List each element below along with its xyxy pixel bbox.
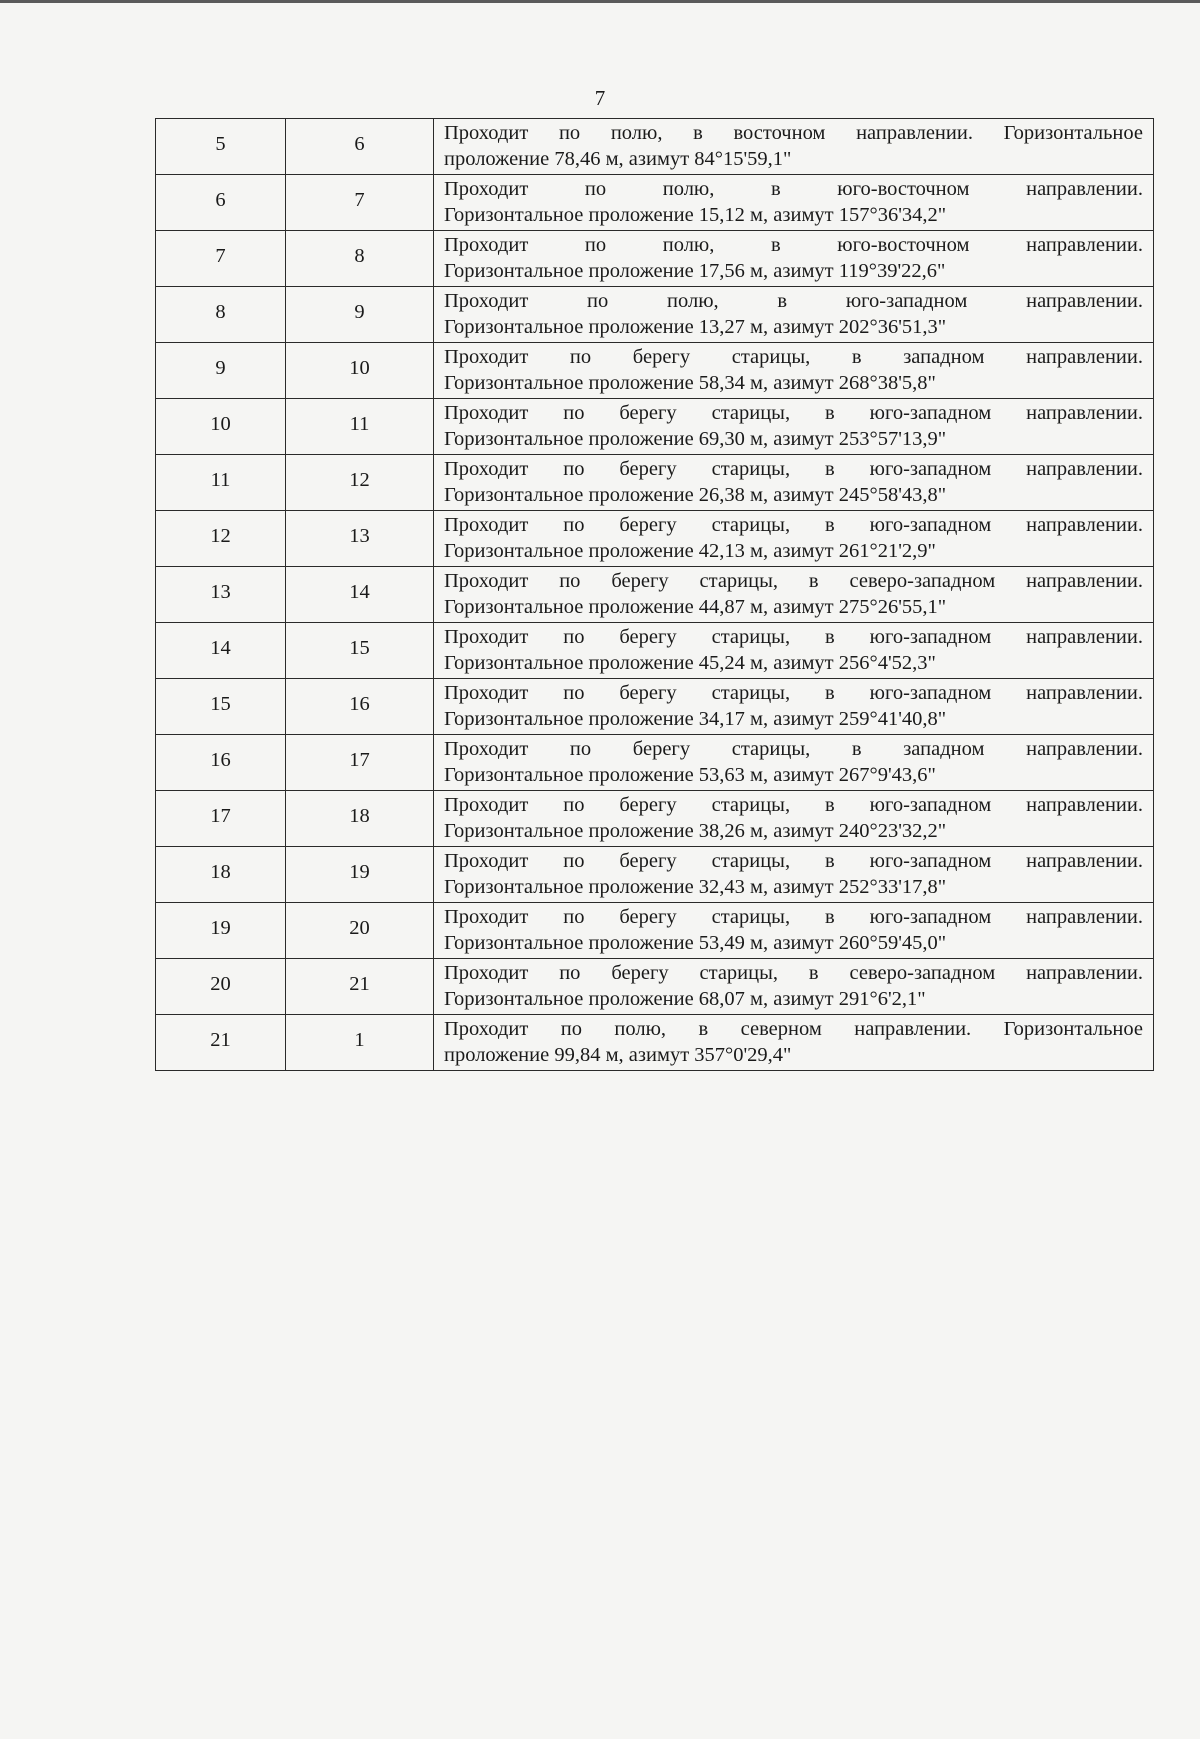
description-line-1: Проходит по берегу старицы, в юго-западном направлении. (444, 850, 1143, 872)
description-line-2: Горизонтальное проложение 44,87 м, азимут 275°26'55,1" (444, 596, 947, 618)
from-point-cell: 16 (156, 735, 286, 791)
description-line-1: Проходит по берегу старицы, в западном направлении. (444, 738, 1143, 760)
table-row (156, 175, 1154, 231)
to-point-cell: 9 (286, 287, 434, 343)
description-cell (434, 623, 1154, 679)
description-line-1: Проходит по берегу старицы, в юго-западном направлении. (444, 514, 1143, 536)
description-line-2: проложение 99,84 м, азимут 357°0'29,4" (444, 1044, 792, 1066)
description-cell (434, 119, 1154, 175)
from-point-cell: 7 (156, 231, 286, 287)
table-body (156, 119, 1154, 1071)
description-line-1: Проходит по берегу старицы, в юго-западном направлении. (444, 682, 1143, 704)
table-row (156, 735, 1154, 791)
description-line-1: Проходит по полю, в юго-западном направлении. (444, 290, 1143, 312)
description-line-1: Проходит по полю, в восточном направлении. Горизонтальное (444, 122, 1143, 144)
description-cell (434, 1015, 1154, 1071)
description-cell (434, 287, 1154, 343)
to-point-cell: 1 (286, 1015, 434, 1071)
description-line-2: Горизонтальное проложение 69,30 м, азимут 253°57'13,9" (444, 428, 947, 450)
description-cell (434, 175, 1154, 231)
table-row (156, 399, 1154, 455)
description-cell (434, 399, 1154, 455)
table-row (156, 567, 1154, 623)
description-cell (434, 511, 1154, 567)
description-line-1: Проходит по берегу старицы, в юго-западном направлении. (444, 906, 1143, 928)
description-line-1: Проходит по полю, в юго-восточном направлении. (444, 234, 1143, 256)
table-row (156, 623, 1154, 679)
description-cell (434, 231, 1154, 287)
table-row (156, 847, 1154, 903)
to-point-cell: 13 (286, 511, 434, 567)
description-line-1: Проходит по берегу старицы, в юго-западном направлении. (444, 626, 1143, 648)
description-line-1: Проходит по берегу старицы, в юго-западном направлении. (444, 794, 1143, 816)
to-point-cell: 12 (286, 455, 434, 511)
to-point-cell: 21 (286, 959, 434, 1015)
from-point-cell: 11 (156, 455, 286, 511)
table-row (156, 231, 1154, 287)
description-cell (434, 847, 1154, 903)
description-line-2: Горизонтальное проложение 38,26 м, азимут 240°23'32,2" (444, 820, 947, 842)
from-point-cell: 6 (156, 175, 286, 231)
from-point-cell: 19 (156, 903, 286, 959)
to-point-cell: 18 (286, 791, 434, 847)
description-cell (434, 679, 1154, 735)
table-row (156, 959, 1154, 1015)
description-cell (434, 455, 1154, 511)
description-cell (434, 735, 1154, 791)
description-line-2: Горизонтальное проложение 68,07 м, азимут 291°6'2,1" (444, 988, 926, 1010)
scan-top-edge (0, 0, 1200, 3)
from-point-cell: 15 (156, 679, 286, 735)
from-point-cell: 13 (156, 567, 286, 623)
description-line-2: Горизонтальное проложение 53,63 м, азимут 267°9'43,6" (444, 764, 936, 786)
to-point-cell: 19 (286, 847, 434, 903)
from-point-cell: 8 (156, 287, 286, 343)
description-line-1: Проходит по берегу старицы, в юго-западном направлении. (444, 402, 1143, 424)
description-cell (434, 903, 1154, 959)
to-point-cell: 20 (286, 903, 434, 959)
from-point-cell: 9 (156, 343, 286, 399)
description-line-2: Горизонтальное проложение 53,49 м, азимут 260°59'45,0" (444, 932, 947, 954)
description-line-2: Горизонтальное проложение 26,38 м, азимут 245°58'43,8" (444, 484, 947, 506)
from-point-cell: 14 (156, 623, 286, 679)
description-line-1: Проходит по полю, в северном направлении. Горизонтальное (444, 1018, 1143, 1040)
table-row (156, 903, 1154, 959)
to-point-cell: 10 (286, 343, 434, 399)
description-cell (434, 791, 1154, 847)
from-point-cell: 18 (156, 847, 286, 903)
description-cell (434, 567, 1154, 623)
description-line-1: Проходит по берегу старицы, в западном направлении. (444, 346, 1143, 368)
description-line-2: Горизонтальное проложение 58,34 м, азимут 268°38'5,8" (444, 372, 936, 394)
from-point-cell: 5 (156, 119, 286, 175)
description-cell (434, 959, 1154, 1015)
description-line-2: Горизонтальное проложение 45,24 м, азимут 256°4'52,3" (444, 652, 936, 674)
description-line-2: проложение 78,46 м, азимут 84°15'59,1" (444, 148, 792, 170)
description-line-2: Горизонтальное проложение 15,12 м, азимут 157°36'34,2" (444, 204, 947, 226)
to-point-cell: 7 (286, 175, 434, 231)
description-line-2: Горизонтальное проложение 42,13 м, азимут 261°21'2,9" (444, 540, 936, 562)
from-point-cell: 17 (156, 791, 286, 847)
table-row (156, 791, 1154, 847)
from-point-cell: 10 (156, 399, 286, 455)
to-point-cell: 11 (286, 399, 434, 455)
to-point-cell: 16 (286, 679, 434, 735)
from-point-cell: 21 (156, 1015, 286, 1071)
to-point-cell: 15 (286, 623, 434, 679)
description-line-2: Горизонтальное проложение 13,27 м, азимут 202°36'51,3" (444, 316, 947, 338)
description-cell (434, 343, 1154, 399)
table-row (156, 679, 1154, 735)
description-line-2: Горизонтальное проложение 17,56 м, азимут 119°39'22,6" (444, 260, 946, 282)
description-line-1: Проходит по берегу старицы, в северо-западном направлении. (444, 962, 1143, 984)
table-row (156, 511, 1154, 567)
page-number: 7 (594, 86, 606, 110)
to-point-cell: 6 (286, 119, 434, 175)
description-line-2: Горизонтальное проложение 34,17 м, азимут 259°41'40,8" (444, 708, 947, 730)
description-line-1: Проходит по берегу старицы, в северо-западном направлении. (444, 570, 1143, 592)
description-line-1: Проходит по берегу старицы, в юго-западном направлении. (444, 458, 1143, 480)
table-row (156, 455, 1154, 511)
boundary-description-table (155, 118, 1154, 1071)
table-row (156, 119, 1154, 175)
description-line-1: Проходит по полю, в юго-восточном направлении. (444, 178, 1143, 200)
to-point-cell: 17 (286, 735, 434, 791)
table-row (156, 1015, 1154, 1071)
to-point-cell: 14 (286, 567, 434, 623)
description-line-2: Горизонтальное проложение 32,43 м, азимут 252°33'17,8" (444, 876, 947, 898)
table-row (156, 343, 1154, 399)
from-point-cell: 20 (156, 959, 286, 1015)
from-point-cell: 12 (156, 511, 286, 567)
table-row (156, 287, 1154, 343)
to-point-cell: 8 (286, 231, 434, 287)
